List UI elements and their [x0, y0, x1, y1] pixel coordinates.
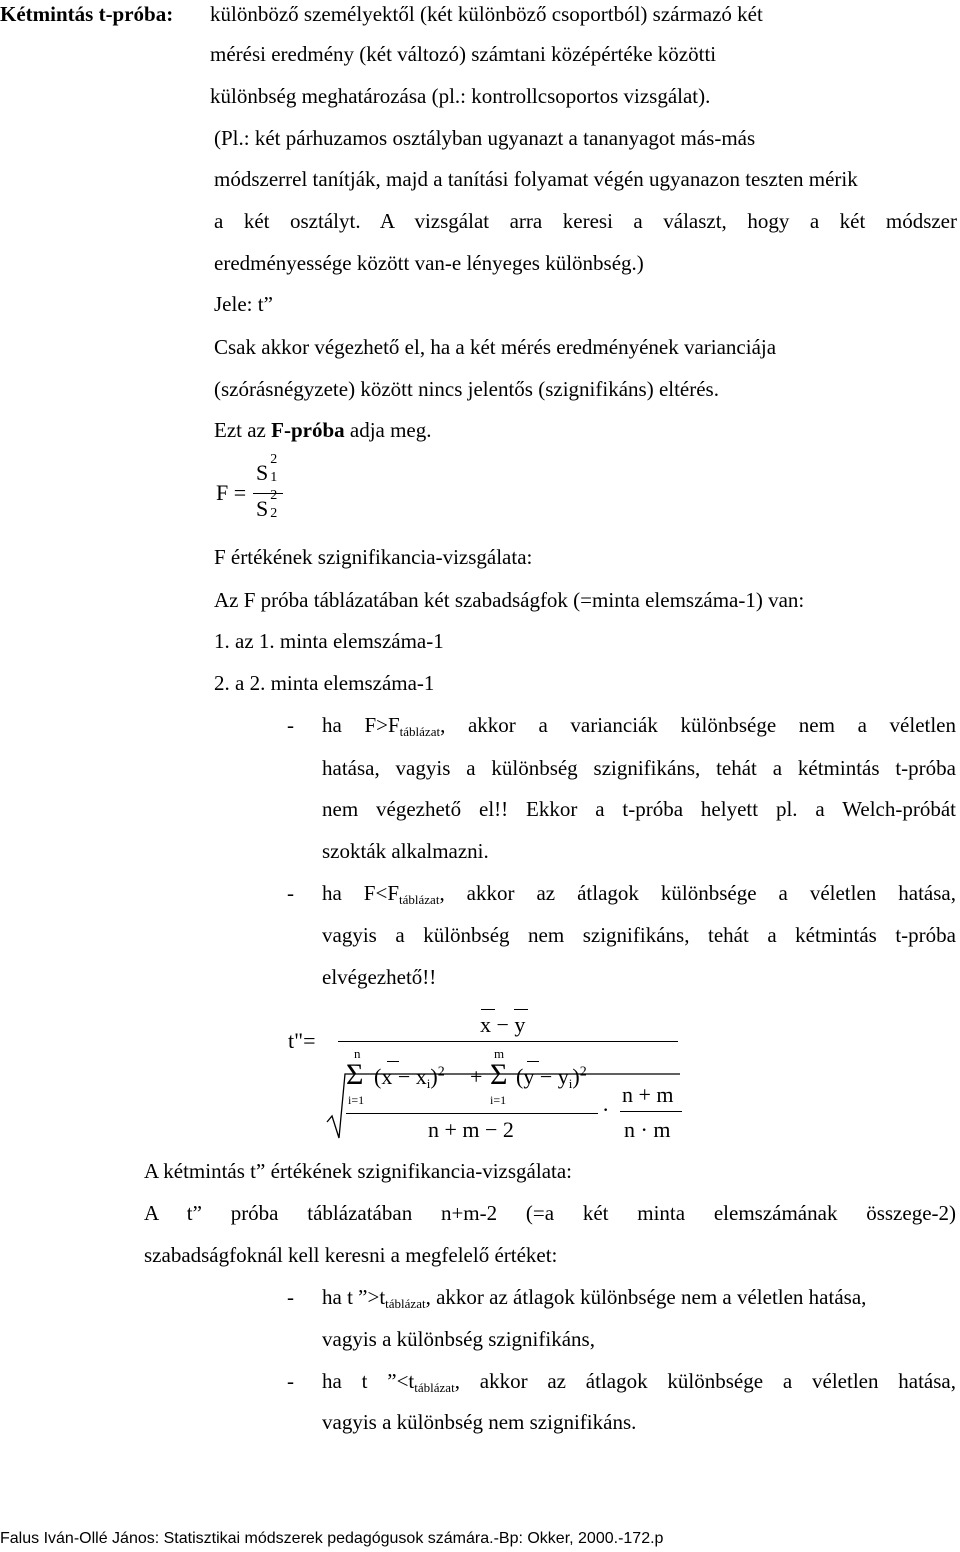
- sum1-bar: [387, 1061, 399, 1062]
- bullet-f2-post: , akkor az átlagok különbsége a véletlen hatása,: [439, 881, 956, 905]
- intro-line: módszerrel tanítják, majd a tanítási folyamat végén ugyanazon teszten mérik: [214, 167, 858, 191]
- mult-dot: ·: [602, 1097, 610, 1122]
- f-test-name: F-próba: [271, 418, 345, 442]
- t-den-left: n + m − 2: [428, 1117, 514, 1142]
- t-test-line: A t” próba táblázatában n+m-2 (=a két minta elemszámának összege-2): [144, 1201, 956, 1225]
- bullet-dash: -: [287, 713, 294, 737]
- sum2-top: m: [494, 1046, 505, 1061]
- bullet-dash: -: [287, 881, 294, 905]
- f-test-item: 1. az 1. minta elemszáma-1: [214, 629, 444, 653]
- bullet-f1-line: nem végezhető el!! Ekkor a t-próba helyett pl. a Welch-próbát: [322, 797, 956, 821]
- bullet-f1-line: hatása, vagyis a különbség szignifikáns, tehát a kétmintás t-próba: [322, 756, 956, 780]
- t-main-fraction-bar: [338, 1041, 678, 1042]
- intro-line: különbség meghatározása (pl.: kontrollcsoportos vizsgálat).: [210, 84, 711, 108]
- condition-line: Csak akkor végezhető el, ha a két mérés eredményének varianciája: [214, 335, 777, 359]
- sum2-body: [516, 1064, 587, 1092]
- section-title: Kétmintás t-próba:: [0, 2, 174, 26]
- bullet-t2-sub: táblázat: [414, 1380, 455, 1395]
- condition-line: (szórásnégyzete) között nincs jelentős (szignifikáns) eltérés.: [214, 377, 719, 401]
- bullet-f1-pre: ha F>F: [322, 713, 400, 737]
- intro-line: (Pl.: két párhuzamos osztályban ugyanazt a tananyagot más-más: [214, 126, 756, 150]
- plus-sign: +: [470, 1064, 483, 1089]
- bullet-t1-post: , akkor az átlagok különbsége nem a véletlen hatása,: [425, 1285, 867, 1309]
- f-test-intro-post: adja meg.: [344, 418, 432, 442]
- bullet-f2-first: [322, 881, 956, 908]
- sum1-square: 2: [437, 1064, 445, 1080]
- f-num-sup: 2: [270, 452, 278, 467]
- bullet-t2-post: , akkor az átlagok különbsége a véletlen hatása,: [454, 1369, 956, 1393]
- bullet-dash: -: [287, 1369, 294, 1393]
- f-fraction-bar: [253, 493, 283, 494]
- f-num-sub: 1: [270, 470, 278, 485]
- sum1-bottom: i=1: [348, 1093, 365, 1107]
- bullet-f2-line: vagyis a különbség nem szignifikáns, tehát a kétmintás t-próba: [322, 923, 956, 947]
- bullet-f1-post: , akkor a varianciák különbsége nem a véletlen: [440, 713, 956, 737]
- intro-line: a két osztályt. A vizsgálat arra keresi a választ, hogy a két módszer: [214, 209, 957, 233]
- sum2-bottom: i=1: [490, 1093, 507, 1107]
- t-frac2-num: n + m: [622, 1082, 674, 1107]
- x-bar: [481, 1009, 495, 1010]
- bullet-f1-first: [322, 713, 956, 740]
- t-formula-lhs: t"=: [288, 1028, 316, 1053]
- sum2-sigma-icon: Σ: [490, 1058, 508, 1091]
- bullet-t1-first: [322, 1285, 866, 1312]
- bullet-t1-sub: táblázat: [385, 1296, 426, 1311]
- bullet-t2-line: vagyis a különbség nem szignifikáns.: [322, 1410, 637, 1434]
- bullet-f2-line: elvégezhető!!: [322, 965, 437, 989]
- f-formula-denominator: [256, 488, 278, 522]
- t-inner-fraction-bar: [346, 1113, 598, 1114]
- sum2-close: ): [572, 1064, 580, 1089]
- t-frac2-bar: [620, 1111, 682, 1112]
- sum2-bar: [527, 1061, 539, 1062]
- sum1-body: [374, 1064, 445, 1092]
- f-num-symbol: S: [256, 460, 269, 485]
- notation-line: Jele: t”: [214, 292, 273, 316]
- bullet-t2-first: [322, 1369, 956, 1396]
- f-test-heading: F értékének szignifikancia-vizsgálata:: [214, 545, 533, 569]
- f-formula-numerator: [256, 452, 278, 486]
- sum2-index: i: [568, 1076, 573, 1091]
- f-den-sub: 2: [270, 506, 278, 521]
- t-test-heading: A kétmintás t” értékének szignifikancia-vizsgálata:: [144, 1159, 572, 1183]
- bullet-f2-pre: ha F<F: [322, 881, 400, 905]
- sum1-close: ): [430, 1064, 438, 1089]
- t-frac2-den: n · m: [624, 1117, 671, 1142]
- sum2-square: 2: [579, 1064, 587, 1080]
- intro-line: különböző személyektől (két különböző csoportból) származó két: [210, 2, 763, 26]
- f-test-intro: [214, 418, 432, 443]
- sum2-expr: (y − y: [516, 1064, 569, 1089]
- f-test-line: Az F próba táblázatában két szabadságfok (=minta elemszáma-1) van:: [214, 588, 805, 612]
- f-test-intro-pre: Ezt az: [214, 418, 272, 442]
- f-formula-lhs: F =: [216, 480, 247, 505]
- bullet-t1-pre: ha t ”>t: [322, 1285, 386, 1309]
- f-den-symbol: S: [256, 496, 269, 521]
- y-bar: [514, 1009, 528, 1010]
- t-test-line: szabadságfoknál kell keresni a megfelelő értéket:: [144, 1243, 558, 1267]
- intro-line: mérési eredmény (két változó) számtani középértéke közötti: [210, 42, 717, 66]
- bullet-t2-pre: ha t ”<t: [322, 1369, 415, 1393]
- sum1-expr: (x − x: [374, 1064, 427, 1089]
- bullet-t1-line: vagyis a különbség szignifikáns,: [322, 1327, 595, 1351]
- bullet-f2-sub: táblázat: [399, 892, 440, 907]
- footer-citation: Falus Iván-Ollé János: Statisztikai módszerek pedagógusok számára.-Bp: Okker, 2000.-172.p: [0, 1530, 664, 1547]
- sum1-index: i: [426, 1076, 431, 1091]
- bullet-f1-line: szokták alkalmazni.: [322, 839, 489, 863]
- intro-line: eredményessége között van-e lényeges különbség.): [214, 251, 644, 275]
- bullet-f1-sub: táblázat: [399, 724, 441, 739]
- f-test-item: 2. a 2. minta elemszáma-1: [214, 671, 435, 695]
- t-formula-numerator: x − y: [480, 1012, 526, 1037]
- sum1-sigma-icon: Σ: [346, 1058, 364, 1091]
- f-den-sup: 2: [270, 488, 278, 503]
- sum1-top: n: [354, 1046, 361, 1061]
- bullet-dash: -: [287, 1285, 294, 1309]
